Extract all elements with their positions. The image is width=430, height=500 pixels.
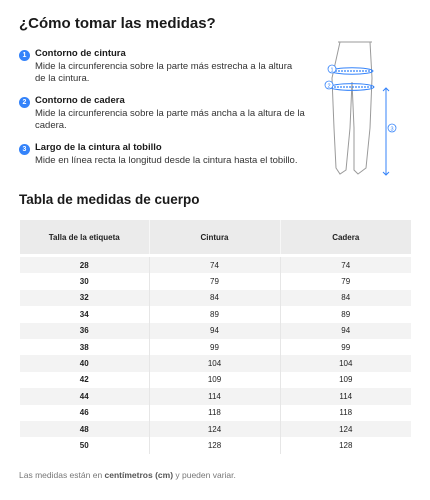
cell-waist: 74 (149, 257, 280, 273)
units-footnote (19, 470, 236, 480)
cell-size: 28 (20, 257, 149, 273)
cell-size: 50 (79, 440, 89, 450)
step-title: Largo de la cintura al tobillo (35, 142, 162, 153)
cell-hip: 128 (280, 437, 411, 453)
cell-waist: 94 (149, 323, 280, 339)
step-title: Contorno de cintura (35, 48, 126, 59)
step-number-badge: 1 (19, 50, 30, 61)
cell-hip: 84 (280, 290, 411, 306)
cell-size: 34 (79, 309, 89, 319)
cell-waist: 84 (149, 290, 280, 306)
cell-hip: 118 (280, 405, 411, 421)
page-title: ¿Cómo tomar las medidas? (19, 15, 216, 32)
cell-hip: 109 (280, 372, 411, 388)
cell-hip: 114 (280, 388, 411, 404)
table-row (20, 257, 411, 273)
cell-size: 32 (20, 290, 149, 306)
step-description: Mide en línea recta la longitud desde la cintura hasta el tobillo. (35, 155, 298, 166)
table-row (20, 437, 411, 453)
table-row (20, 405, 411, 421)
table-row (20, 273, 411, 289)
cell-waist: 118 (149, 405, 280, 421)
cell-size: 38 (79, 342, 89, 352)
table-row (20, 323, 411, 339)
column-header-waist: Cintura (149, 220, 280, 254)
cell-waist: 79 (149, 273, 280, 289)
table-row (20, 290, 411, 306)
cell-waist: 124 (149, 421, 280, 437)
cell-size: 42 (79, 375, 89, 385)
step-title: Contorno de cadera (35, 95, 125, 106)
size-table (20, 220, 411, 454)
footnote-unit: centímetros (cm) (104, 470, 174, 480)
marker-2-label: 2 (327, 83, 331, 90)
cell-size: 44 (20, 388, 149, 404)
table-row (20, 339, 411, 355)
cell-waist: 128 (149, 437, 280, 453)
column-header-size: Talla de la etiqueta (20, 220, 149, 254)
cell-size: 40 (20, 355, 149, 371)
table-header-row (20, 220, 411, 254)
cell-hip: 94 (280, 323, 411, 339)
step-number-badge: 3 (19, 144, 30, 155)
cell-hip: 124 (280, 421, 411, 437)
step-description: Mide la circunferencia sobre la parte más estrecha a la altura de la cintura. (35, 61, 293, 84)
cell-size: 36 (20, 323, 149, 339)
footnote-prefix: Las medidas están en (19, 470, 105, 480)
table-row (20, 421, 411, 437)
cell-waist: 104 (149, 355, 280, 371)
cell-hip: 104 (280, 355, 411, 371)
cell-waist: 109 (149, 372, 280, 388)
cell-hip: 99 (280, 339, 411, 355)
cell-hip: 74 (280, 257, 411, 273)
table-row (20, 372, 411, 388)
cell-size: 48 (20, 421, 149, 437)
cell-size: 30 (79, 277, 89, 287)
pants-figure-icon (318, 38, 418, 184)
column-header-hip: Cadera (280, 220, 411, 254)
marker-1-label: 1 (330, 67, 334, 74)
cell-hip: 79 (280, 273, 411, 289)
footnote-suffix: y pueden variar. (173, 470, 236, 480)
table-row (20, 355, 411, 371)
table-row (20, 306, 411, 322)
cell-waist: 89 (149, 306, 280, 322)
table-row (20, 388, 411, 404)
cell-hip: 89 (280, 306, 411, 322)
cell-waist: 99 (149, 339, 280, 355)
table-title: Tabla de medidas de cuerpo (19, 192, 200, 207)
cell-size: 46 (79, 408, 89, 418)
marker-3-label: 3 (390, 126, 394, 133)
body-measurement-illustration (318, 38, 418, 184)
step-number-badge: 2 (19, 97, 30, 108)
step-description: Mide la circunferencia sobre la parte más ancha a la altura de la cadera. (35, 108, 305, 131)
cell-waist: 114 (149, 388, 280, 404)
